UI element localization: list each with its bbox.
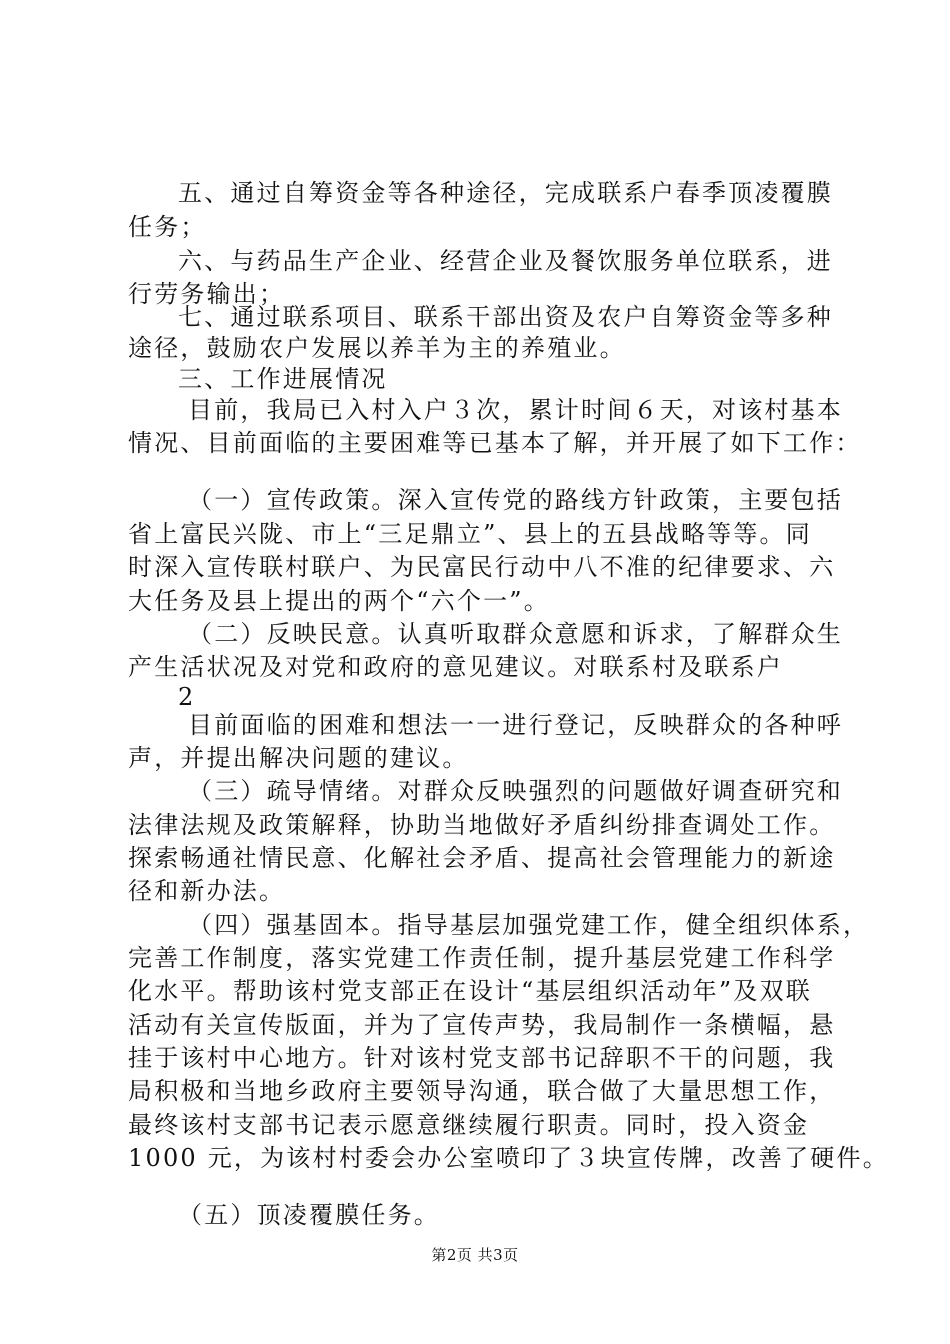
- section-heading: 三、工作进展情况: [178, 365, 388, 393]
- paragraph-line: 活动有关宣传版面，并为了宣传声势，我局制作一条横幅，悬: [128, 1011, 836, 1039]
- paragraph-line: 目前，我局已入村入户３次，累计时间６天，对该村基本: [188, 396, 843, 424]
- page-footer: 第2页 共3页: [431, 1246, 519, 1264]
- paragraph-line: 七、通过联系项目、联系干部出资及农户自筹资金等多种: [178, 303, 833, 331]
- paragraph-line: （五）顶凌覆膜任务。: [178, 1201, 440, 1229]
- paragraph-line: （四）强基固本。指导基层加强党建工作，健全组织体系，: [188, 911, 870, 939]
- paragraph-line: 途径，鼓励农户发展以养羊为主的养殖业。: [128, 334, 626, 362]
- inline-page-number: 2: [178, 683, 196, 711]
- paragraph-line: 任务；: [128, 213, 207, 241]
- paragraph-line: 产生活状况及对党和政府的意见建议。对联系村及联系户: [128, 653, 783, 681]
- paragraph-line: 五、通过自筹资金等各种途径，完成联系户春季顶凌覆膜: [178, 179, 833, 207]
- paragraph-line: 大任务及县上提出的两个“六个一”。: [128, 587, 550, 615]
- paragraph-line: 1000 元，为该村村委会办公室喷印了３块宣传牌，改善了硬件。: [128, 1144, 889, 1172]
- paragraph-line: 探索畅通社情民意、化解社会矛盾、提高社会管理能力的新途: [128, 844, 836, 872]
- paragraph-line: 局积极和当地乡政府主要领导沟通，联合做了大量思想工作，: [128, 1077, 836, 1105]
- paragraph-line: 行劳务输出；: [128, 280, 286, 308]
- paragraph-line: 目前面临的困难和想法一一进行登记，反映群众的各种呼: [188, 711, 843, 739]
- paragraph-line: 法律法规及政策解释，协助当地做好矛盾纠纷排查调处工作。: [128, 811, 836, 839]
- paragraph-line: 省上富民兴陇、市上“三足鼎立”、县上的五县战略等等。同: [128, 520, 812, 548]
- paragraph-line: 径和新办法。: [128, 877, 286, 905]
- paragraph-line: 六、与药品生产企业、经营企业及餐饮服务单位联系，进: [178, 247, 833, 275]
- paragraph-line: 最终该村支部书记表示愿意继续履行职责。同时，投入资金: [128, 1111, 810, 1139]
- paragraph-line: 完善工作制度，落实党建工作责任制，提升基层党建工作科学: [128, 944, 836, 972]
- paragraph-line: 情况、目前面临的主要困难等已基本了解，并开展了如下工作：: [128, 429, 862, 457]
- paragraph-line: 化水平。帮助该村党支部正在设计“基层组织活动年”及双联: [128, 977, 812, 1005]
- paragraph-line: （一）宣传政策。深入宣传党的路线方针政策，主要包括: [188, 486, 843, 514]
- paragraph-line: （三）疏导情绪。对群众反映强烈的问题做好调查研究和: [188, 777, 843, 805]
- paragraph-line: （二）反映民意。认真听取群众意愿和诉求，了解群众生: [188, 620, 843, 648]
- paragraph-line: 声，并提出解决问题的建议。: [128, 744, 469, 772]
- paragraph-line: 时深入宣传联村联户、为民富民行动中八不准的纪律要求、六: [128, 553, 836, 581]
- paragraph-line: 挂于该村中心地方。针对该村党支部书记辞职不干的问题，我: [128, 1044, 836, 1072]
